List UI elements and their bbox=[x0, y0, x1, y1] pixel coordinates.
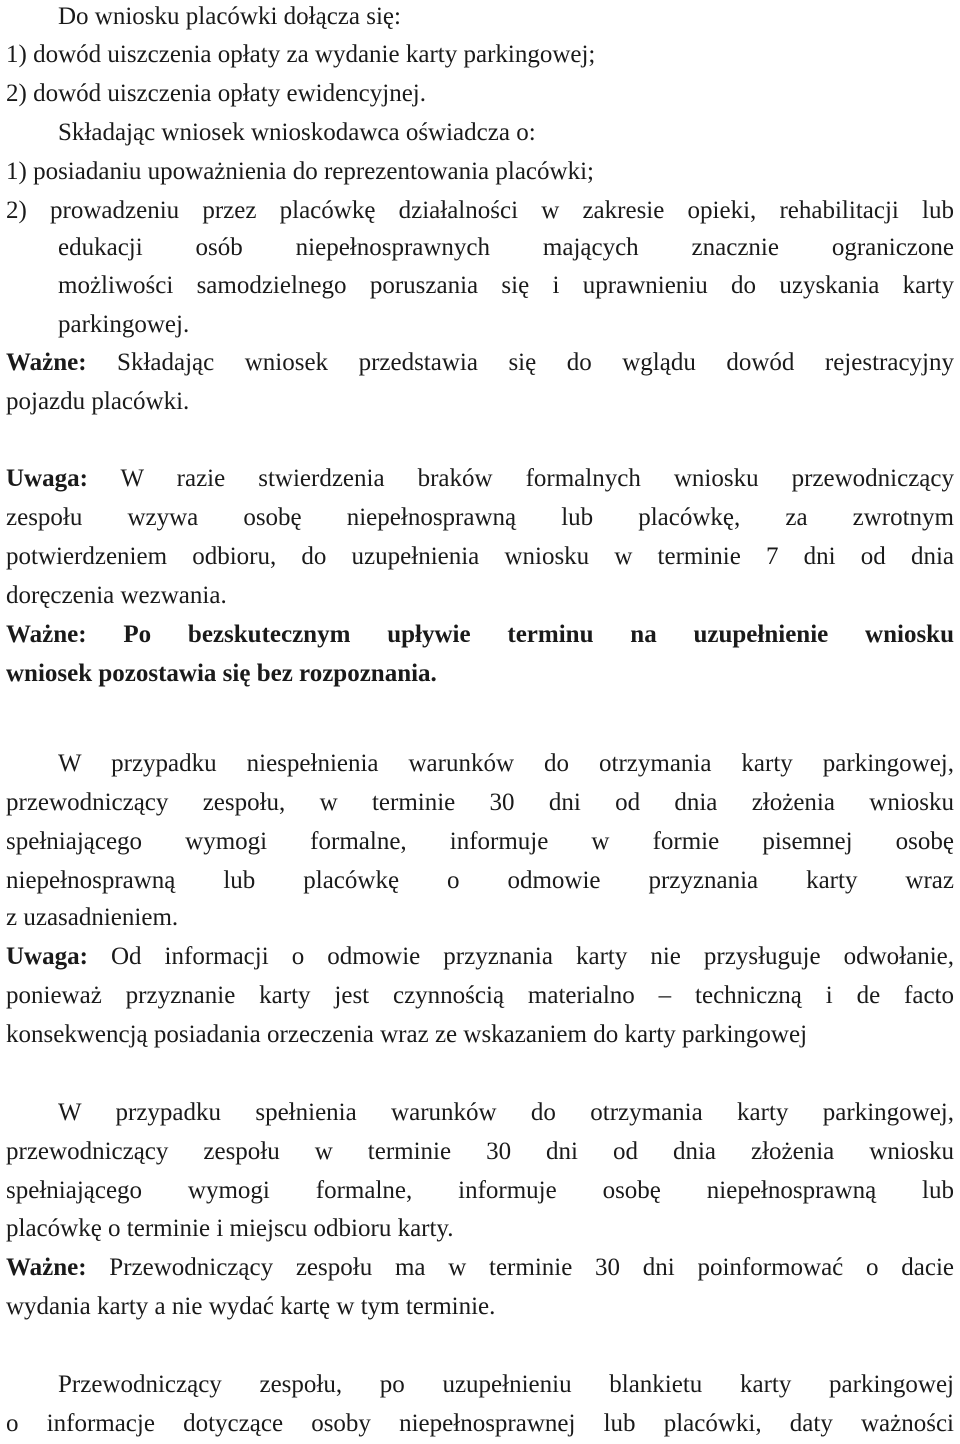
warning-text: Od informacji o odmowie przyznania karty nie przysługuje odwołanie, bbox=[87, 943, 954, 970]
declaration-item-2-line: parkingowej. bbox=[58, 311, 190, 338]
important-text: Przewodniczący zespołu ma w terminie 30 dni poinformować o dacie bbox=[86, 1254, 954, 1281]
refusal-paragraph-line: niepełnosprawną lub placówkę o odmowie przyznania karty wraz bbox=[6, 867, 954, 894]
refusal-paragraph-line: z uzasadnieniem. bbox=[6, 904, 179, 931]
refusal-paragraph-line: przewodniczący zespołu, w terminie 30 dni od dnia złożenia wniosku bbox=[6, 789, 954, 816]
warning-label: Uwaga: bbox=[6, 465, 88, 492]
important-text: Składając wniosek przedstawia się do wglądu dowód rejestracyjny bbox=[86, 349, 954, 376]
warning-note-1-line: potwierdzeniem odbioru, do uzupełnienia wniosku w terminie 7 dni od dnia bbox=[6, 543, 954, 570]
important-note-3-line: wydania karty a nie wydać kartę w tym terminie. bbox=[6, 1293, 496, 1320]
attachment-item-1: 1) dowód uiszczenia opłaty za wydanie karty parkingowej; bbox=[6, 41, 596, 68]
declaration-item-2-line: 2) prowadzeniu przez placówkę działalności w zakresie opieki, rehabilitacji lub bbox=[6, 197, 954, 224]
refusal-paragraph: W przypadku niespełnienia warunków do otrzymania karty parkingowej, bbox=[58, 750, 954, 777]
warning-note-2-line: konsekwencją posiadania orzeczenia wraz ze wskazaniem do karty parkingowej bbox=[6, 1021, 808, 1048]
warning-note-2-line: ponieważ przyznanie karty jest czynnością materialno – techniczną i de facto bbox=[6, 982, 954, 1009]
warning-note-1-line: doręczenia wezwania. bbox=[6, 582, 227, 609]
declaration-item-2-line: edukacji osób niepełnosprawnych mających znacznie ograniczone bbox=[58, 234, 954, 261]
approval-paragraph-line: spełniającego wymogi formalne, informuje osobę niepełnosprawną lub bbox=[6, 1177, 954, 1204]
attachment-item-2: 2) dowód uiszczenia opłaty ewidencyjnej. bbox=[6, 80, 426, 107]
refusal-paragraph-line: spełniającego wymogi formalne, informuje w formie pisemnej osobę bbox=[6, 828, 954, 855]
important-label: Ważne: bbox=[6, 1254, 87, 1281]
closing-paragraph: Przewodniczący zespołu, po uzupełnieniu blankietu karty parkingowej bbox=[58, 1371, 954, 1398]
closing-paragraph-line: o informacje dotyczące osoby niepełnosprawnej lub placówki, daty ważności bbox=[6, 1410, 954, 1437]
warning-text: W razie stwierdzenia braków formalnych wniosku przewodniczący bbox=[87, 465, 954, 492]
warning-note-2 bbox=[6, 942, 954, 972]
important-label: Ważne: bbox=[6, 349, 87, 376]
important-note-3 bbox=[6, 1253, 954, 1283]
warning-note-1-line: zespołu wzywa osobę niepełnosprawną lub placówkę, za zwrotnym bbox=[6, 504, 954, 531]
declaration-item-2-line: możliwości samodzielnego poruszania się i uprawnieniu do uzyskania karty bbox=[58, 272, 954, 299]
important-note-2: Ważne: Po bezskutecznym upływie terminu na uzupełnienie wniosku bbox=[6, 621, 954, 648]
declaration-item-1: 1) posiadaniu upoważnienia do reprezentowania placówki; bbox=[6, 158, 594, 185]
approval-paragraph-line: placówkę o terminie i miejscu odbioru karty. bbox=[6, 1215, 454, 1242]
important-note-1-line: pojazdu placówki. bbox=[6, 388, 190, 415]
warning-label: Uwaga: bbox=[6, 943, 88, 970]
declaration-heading: Składając wniosek wnioskodawca oświadcza o: bbox=[58, 119, 536, 146]
important-note-2-line: wniosek pozostawia się bez rozpoznania. bbox=[6, 660, 437, 687]
attachments-heading: Do wniosku placówki dołącza się: bbox=[58, 3, 401, 30]
approval-paragraph: W przypadku spełnienia warunków do otrzymania karty parkingowej, bbox=[58, 1099, 954, 1126]
warning-note-1 bbox=[6, 464, 954, 494]
approval-paragraph-line: przewodniczący zespołu w terminie 30 dni od dnia złożenia wniosku bbox=[6, 1138, 954, 1165]
important-note-1 bbox=[6, 348, 954, 378]
